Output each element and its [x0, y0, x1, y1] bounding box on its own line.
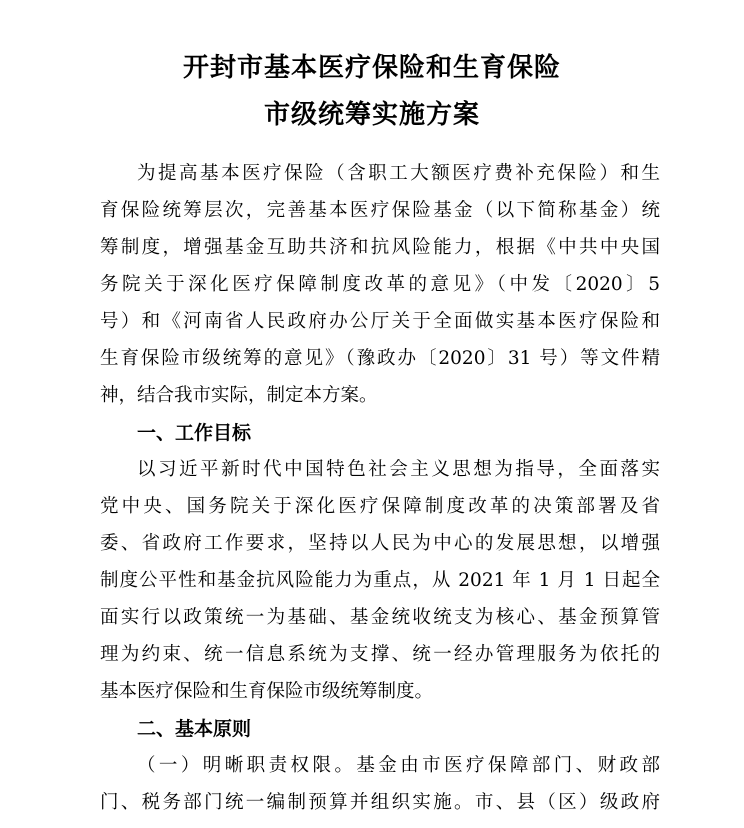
section1-line: 以习近平新时代中国特色社会主义思想为指导，全面落实 — [137, 459, 660, 480]
section2-line: 门、税务部门统一编制预算并组织实施。市、县（区）级政府 — [100, 792, 660, 813]
section1-line: 委、省政府工作要求，坚持以人民为中心的发展思想，以增强 — [100, 533, 660, 554]
section1-line: 基本医疗保险和生育保险市级统筹制度。 — [100, 681, 434, 702]
intro-line: 生育保险市级统筹的意见》（豫政办〔2020〕31 号）等文件精 — [100, 348, 660, 369]
intro-line: 育保险统筹层次，完善基本医疗保险基金（以下简称基金）统 — [100, 200, 660, 221]
section2-line: （一）明晰职责权限。基金由市医疗保障部门、财政部 — [137, 755, 660, 776]
intro-line: 为提高基本医疗保险（含职工大额医疗费补充保险）和生 — [137, 163, 660, 184]
section-heading-goals: 一、工作目标 — [137, 422, 252, 444]
intro-line: 神，结合我市实际，制定本方案。 — [100, 385, 378, 406]
intro-line: 务院关于深化医疗保障制度改革的意见》（中发〔2020〕5 — [100, 274, 660, 295]
document-title-line-2: 市级统筹实施方案 — [263, 100, 480, 130]
section1-line: 党中央、国务院关于深化医疗保障制度改革的决策部署及省 — [100, 496, 660, 517]
section1-line: 制度公平性和基金抗风险能力为重点，从 2021 年 1 月 1 日起全 — [100, 570, 660, 591]
intro-line: 号）和《河南省人民政府办公厅关于全面做实基本医疗保险和 — [100, 311, 660, 332]
section1-line: 面实行以政策统一为基础、基金统收统支为核心、基金预算管 — [100, 607, 660, 628]
section-heading-principles: 二、基本原则 — [137, 718, 252, 740]
document-title-line-1: 开封市基本医疗保险和生育保险 — [182, 53, 561, 83]
intro-line: 筹制度，增强基金互助共济和抗风险能力，根据《中共中央国 — [100, 237, 660, 258]
section1-line: 理为约束、统一信息系统为支撑、统一经办管理服务为依托的 — [100, 644, 660, 665]
